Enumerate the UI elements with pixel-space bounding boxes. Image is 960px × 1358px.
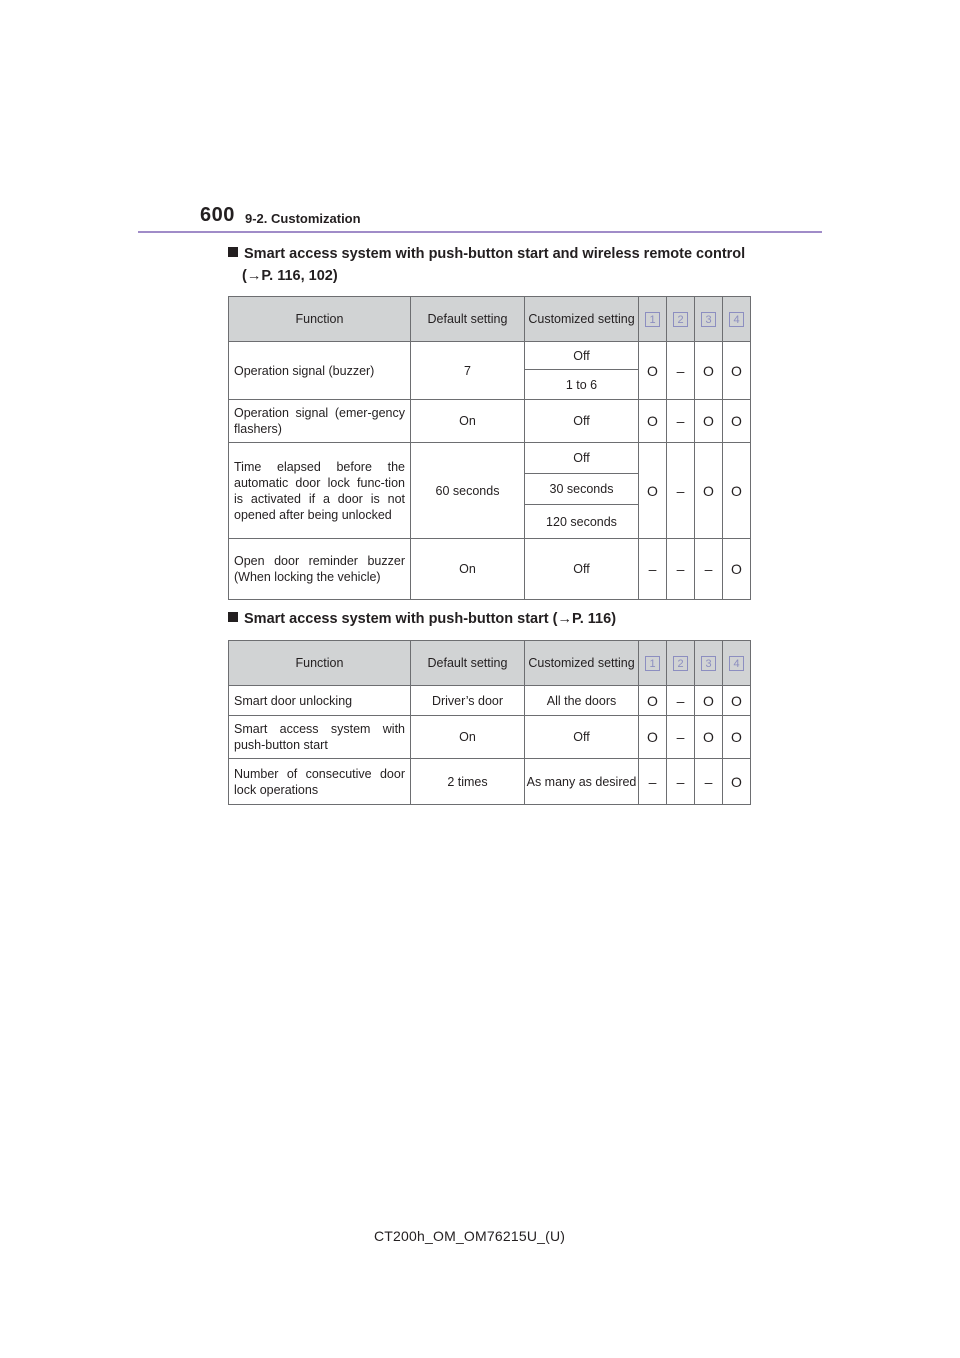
mark-cell: O	[695, 686, 723, 716]
mark-cell: O	[723, 759, 751, 805]
option-cell: 30 seconds	[525, 474, 639, 505]
function-cell: Operation signal (buzzer)	[229, 342, 411, 400]
option-cell: Off	[525, 400, 639, 443]
table-header-row	[229, 641, 751, 686]
document-code: CT200h_OM_OM76215U_(U)	[374, 1228, 566, 1244]
col-customized: Customized setting	[525, 641, 639, 686]
col-default: Default setting	[411, 641, 525, 686]
col-customized: Customized setting	[525, 297, 639, 342]
mark-cell: O	[695, 443, 723, 539]
section1-title: Smart access system with push-button start and wireless remote control	[244, 246, 746, 262]
option-cell: Off	[525, 342, 639, 370]
circled-number-icon: 2	[673, 656, 688, 671]
section-title: 9-2. Customization	[245, 211, 361, 226]
mark-cell: –	[639, 759, 667, 805]
section2-table	[228, 640, 751, 805]
function-cell: Smart access system with push-button start	[229, 716, 411, 759]
section1-table	[228, 296, 751, 600]
mark-cell: –	[667, 443, 695, 539]
mark-cell: O	[723, 716, 751, 759]
default-cell: 2 times	[411, 759, 525, 805]
section2-heading	[228, 608, 616, 630]
mark-cell: –	[667, 686, 695, 716]
circled-number-icon: 2	[673, 312, 688, 327]
circled-number-icon: 3	[701, 656, 716, 671]
col-3	[695, 641, 723, 686]
table-row	[229, 342, 751, 370]
circled-number-icon: 4	[729, 656, 744, 671]
mark-cell: –	[667, 759, 695, 805]
mark-cell: –	[667, 342, 695, 400]
mark-cell: –	[695, 539, 723, 600]
default-cell: On	[411, 539, 525, 600]
mark-cell: O	[639, 342, 667, 400]
mark-cell: O	[723, 539, 751, 600]
option-cell: 120 seconds	[525, 505, 639, 539]
mark-cell: –	[639, 539, 667, 600]
default-cell: Driver’s door	[411, 686, 525, 716]
option-cell: Off	[525, 539, 639, 600]
mark-cell: –	[667, 539, 695, 600]
mark-cell: O	[639, 686, 667, 716]
option-cell: All the doors	[525, 686, 639, 716]
circled-number-icon: 1	[645, 312, 660, 327]
page-number: 600	[200, 204, 235, 226]
mark-cell: –	[695, 759, 723, 805]
function-cell: Open door reminder buzzer (When locking the vehicle)	[229, 539, 411, 600]
circled-number-icon: 4	[729, 312, 744, 327]
col-3	[695, 297, 723, 342]
mark-cell: O	[639, 716, 667, 759]
section1-heading	[228, 243, 745, 287]
default-cell: 7	[411, 342, 525, 400]
mark-cell: –	[667, 716, 695, 759]
section2-ref: (→P. 116)	[552, 611, 617, 627]
section2-title: Smart access system with push-button start	[244, 611, 549, 627]
mark-cell: O	[639, 400, 667, 443]
table-row	[229, 539, 751, 600]
mark-cell: O	[695, 400, 723, 443]
col-2	[667, 297, 695, 342]
table-row	[229, 400, 751, 443]
mark-cell: O	[723, 342, 751, 400]
option-cell: As many as desired	[525, 759, 639, 805]
table-row	[229, 716, 751, 759]
table-row	[229, 759, 751, 805]
circled-number-icon: 3	[701, 312, 716, 327]
section1-ref: (→P. 116, 102)	[242, 268, 338, 284]
function-cell: Time elapsed before the automatic door lock func-tion is activated if a door is not opened after being unlocked	[229, 443, 411, 539]
col-1	[639, 297, 667, 342]
square-bullet-icon	[228, 612, 238, 622]
col-2	[667, 641, 695, 686]
function-cell: Smart door unlocking	[229, 686, 411, 716]
col-1	[639, 641, 667, 686]
table-row	[229, 686, 751, 716]
mark-cell: O	[695, 342, 723, 400]
col-default: Default setting	[411, 297, 525, 342]
default-cell: On	[411, 400, 525, 443]
mark-cell: O	[723, 400, 751, 443]
option-cell: Off	[525, 443, 639, 474]
default-cell: On	[411, 716, 525, 759]
option-cell: Off	[525, 716, 639, 759]
col-function: Function	[229, 297, 411, 342]
col-4	[723, 297, 751, 342]
mark-cell: O	[695, 716, 723, 759]
function-cell: Number of consecutive door lock operations	[229, 759, 411, 805]
col-function: Function	[229, 641, 411, 686]
col-4	[723, 641, 751, 686]
table-header-row	[229, 297, 751, 342]
mark-cell: O	[639, 443, 667, 539]
mark-cell: –	[667, 400, 695, 443]
table-row	[229, 443, 751, 474]
option-cell: 1 to 6	[525, 370, 639, 400]
mark-cell: O	[723, 686, 751, 716]
function-cell: Operation signal (emer-gency flashers)	[229, 400, 411, 443]
mark-cell: O	[723, 443, 751, 539]
header-rule	[138, 231, 822, 233]
square-bullet-icon	[228, 247, 238, 257]
default-cell: 60 seconds	[411, 443, 525, 539]
circled-number-icon: 1	[645, 656, 660, 671]
